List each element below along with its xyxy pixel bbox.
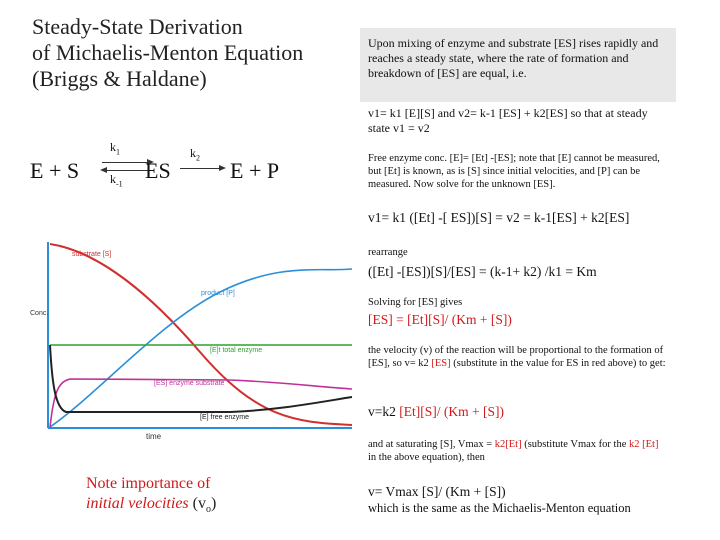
equation-5-note: which is the same as the Michaelis-Menton equation: [368, 501, 631, 515]
plot-canvas: [30, 232, 356, 444]
species-es: ES: [145, 158, 171, 183]
equation-4: v=k2 [Et][S]/ (Km + [S]): [368, 404, 504, 419]
product-label: product [P]: [201, 290, 235, 297]
total-enzyme-label: [E]t total enzyme: [210, 347, 263, 354]
free-enzyme-label: [E] free enzyme: [200, 414, 250, 421]
reaction-scheme: [30, 140, 350, 200]
slide-title: [32, 14, 342, 92]
forward-arrow-2-head: [219, 165, 226, 171]
substrate-curve: [50, 244, 352, 425]
rate-constant-k1: $k_1$: [110, 140, 120, 157]
forward-arrow-1: [102, 162, 148, 163]
note-line-1: Note importance of: [86, 475, 211, 492]
title-line-3: (Briggs & Haldane): [32, 66, 207, 91]
note-line-2: initial velocities $(v_o)$: [86, 495, 217, 516]
saturating-text: and at saturating [S], Vmax = k2[Et] (substitute Vmax for the k2 [Et] in the above equation), then: [368, 439, 659, 463]
rates-text: v1= k1 [E][S] and v2= k-1 [ES] + k2[ES] so that at steady state v1 = v2: [368, 106, 648, 135]
substrate-label: substrate [S]: [72, 251, 112, 258]
equation-1: v1= k1 ([Et] -[ ES])[S] = v2 = k-1[ES] + k2[ES]: [368, 210, 630, 225]
equation-2: ([Et] -[ES])[S]/[ES] = (k-1+ k2) /k1 = Km: [368, 264, 597, 279]
initial-velocity-note: [86, 474, 286, 520]
species-e-plus-p: E + P: [230, 158, 280, 183]
concentration-time-plot: [30, 232, 356, 444]
equation-3: [ES] = [Et][S]/ (Km + [S]): [368, 312, 512, 327]
species-e-plus-s: E + S: [30, 158, 80, 183]
rearrange-label: rearrange: [368, 247, 408, 258]
intro-text: Upon mixing of enzyme and substrate [ES] rises rapidly and reaches a steady state, where the rate of formation and breakdown of [ES] are equal, i.e.: [368, 36, 659, 80]
rate-constant-k2: $k_2$: [190, 146, 200, 163]
solving-label: Solving for [ES] gives: [368, 297, 463, 308]
x-axis-label: time: [146, 432, 162, 441]
y-axis-label: Conc.: [30, 310, 49, 317]
reverse-arrow-head: [100, 167, 107, 173]
velocity-text: the velocity (v) of the reaction will be proportional to the formation of [ES], so v= k2 [ES] (substitute in the value for ES in red above) to get:: [368, 345, 666, 369]
forward-arrow-2: [180, 168, 220, 169]
equation-5: v= Vmax [S]/ (Km + [S]): [368, 484, 506, 499]
free-enzyme-text: Free enzyme conc. [E]= [Et] -[ES]; note that [E] cannot be measured, but [Et] is known, as is [S] since initial velocities, and [P] can be measured. Now solve for the unknown [ES].: [368, 153, 660, 190]
rate-constant-k-minus-1: $k_{-1}$: [110, 172, 123, 189]
title-line-2: of Michaelis-Menton Equation: [32, 40, 304, 65]
title-line-1: Steady-State Derivation: [32, 14, 243, 39]
es-label: [ES] enzyme substrate: [154, 380, 225, 387]
